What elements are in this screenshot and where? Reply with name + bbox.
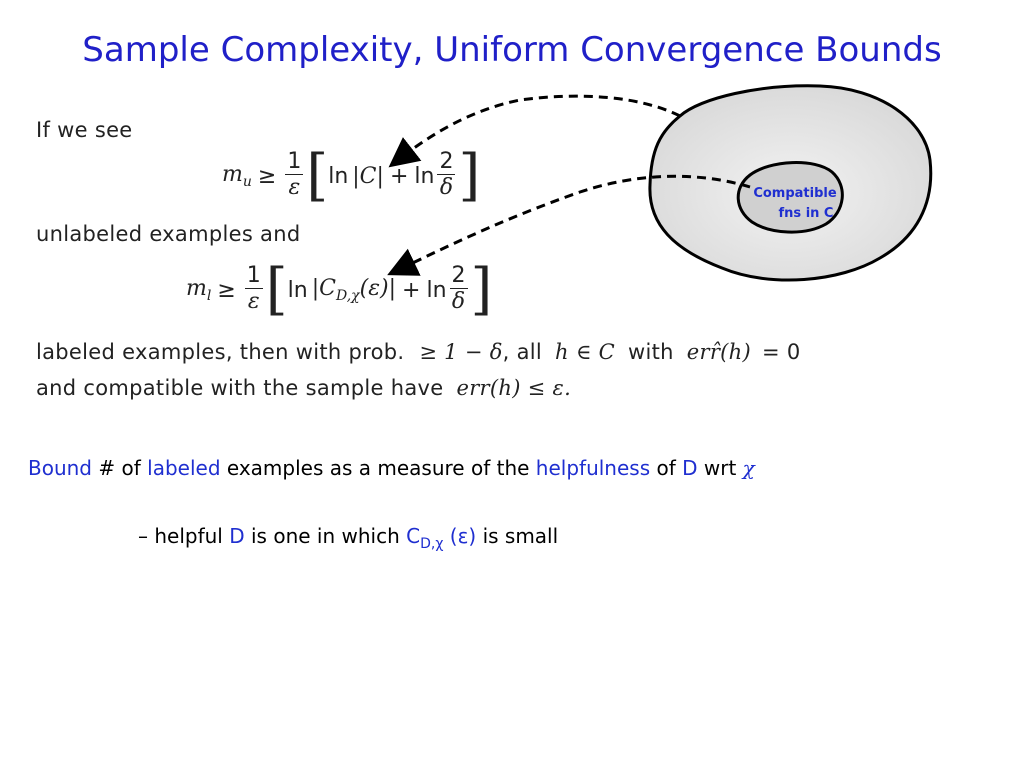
helpful-statement: – helpful D is one in which $C_{D,\chi}$ (ε) is small — [138, 524, 559, 552]
formula-ml: $m_l$ ≥ $\frac{1}{\varepsilon}$ [ ln $|C_{D,\chi}(\varepsilon)|$ + ln $\frac{2}{\delta}$ ] — [186, 257, 493, 322]
fraction-1-over-eps-2: $\frac{1}{\varepsilon}$ — [246, 263, 261, 315]
mu-symbol: $m_u$ — [222, 162, 252, 190]
text-if-we-see: If we see — [36, 118, 133, 142]
slide-title: Sample Complexity, Uniform Convergence Bounds — [82, 30, 942, 70]
text-labeled-examples-line: labeled examples, then with prob. ≥ 1 − δ, all h ∈ C with err̂(h) = 0 — [36, 340, 801, 364]
fraction-2-over-delta: $\frac{2}{\delta}$ — [439, 149, 454, 201]
blob-label-line1: Compatible — [753, 186, 837, 201]
text-compatible-line: and compatible with the sample have err(h) ≤ ε. — [36, 376, 572, 400]
formula-mu: $m_u$ ≥ $\frac{1}{\varepsilon}$ [ ln |C| + ln $\frac{2}{\delta}$ ] — [222, 143, 481, 208]
bound-statement: Bound # of labeled examples as a measure of the helpfulness of D wrt χ — [28, 456, 755, 480]
ml-symbol: $m_l$ — [186, 276, 212, 304]
fraction-2-over-delta-2: $\frac{2}{\delta}$ — [451, 263, 466, 315]
blob-label-line2: fns in C — [778, 206, 834, 221]
text-unlabeled-examples: unlabeled examples and — [36, 222, 301, 246]
fraction-1-over-eps: $\frac{1}{\varepsilon}$ — [287, 149, 302, 201]
